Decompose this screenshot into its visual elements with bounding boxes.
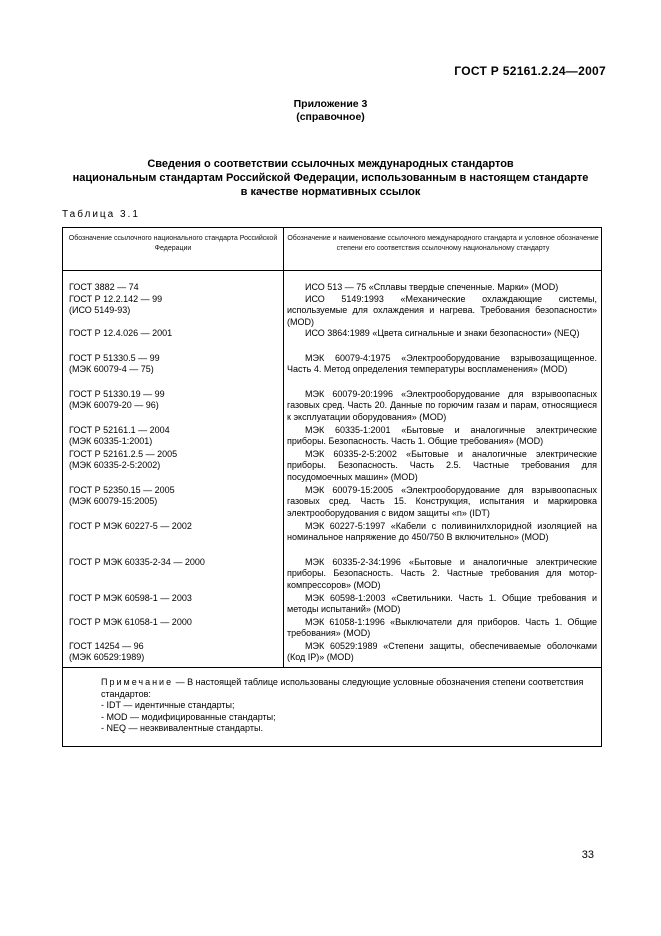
row-left: ГОСТ 14254 — 96 (МЭК 60529:1989) xyxy=(69,641,145,663)
row-right: ИСО 513 — 75 «Сплавы твердые спеченные. Марки» (MOD) xyxy=(305,282,559,292)
row-left: ГОСТ Р 12.2.142 — 99 (ИСО 5149-93) xyxy=(69,294,163,316)
row-left: ГОСТ Р МЭК 60335-2-34 — 2000 xyxy=(69,557,205,567)
standards-table xyxy=(62,227,602,747)
note-lead: Примечание xyxy=(101,677,174,687)
section-heading-line-1: Сведения о соответствии ссылочных международных стандартов xyxy=(147,158,514,170)
appendix-title: Приложение 3 xyxy=(293,98,368,110)
row-left: ГОСТ Р 52161.1 — 2004 (МЭК 60335-1:2001) xyxy=(69,425,170,447)
row-left: ГОСТ Р МЭК 61058-1 — 2000 xyxy=(69,617,192,627)
row-left: ГОСТ Р 52350.15 — 2005 (МЭК 60079-15:2005) xyxy=(69,485,175,507)
section-heading-line-2: национальным стандартам Российской Федерации, использованным в настоящем стандарте xyxy=(72,172,589,184)
row-left: ГОСТ Р 51330.5 — 99 (МЭК 60079-4 — 75) xyxy=(69,353,160,375)
row-right: МЭК 60079-4:1975 «Электрооборудование взрывозащищенное. Часть 4. Метод определения температуры воспламенения» (MOD) xyxy=(287,353,597,375)
document-id: ГОСТ Р 52161.2.24—2007 xyxy=(454,64,606,78)
row-right: МЭК 60529:1989 «Степени защиты, обеспечиваемые оболочками (Код IP)» (MOD) xyxy=(287,641,597,663)
table-note xyxy=(71,677,591,735)
note-text xyxy=(71,677,591,700)
row-right: МЭК 61058-1:1996 «Выключатели для приборов. Часть 1. Общие требования» (MOD) xyxy=(287,617,597,639)
header-divider xyxy=(63,270,601,271)
row-right: МЭК 60079-20:1996 «Электрооборудование для взрывоопасных газовых сред. Часть 20. Данные по горючим газам и парам, относящиеся к эксплуатации оборудования» (MOD) xyxy=(287,389,597,422)
row-right: ИСО 5149:1993 «Механические охлаждающие системы, используемые для охлаждения и нагрева. Требования безопасности» (MOD) xyxy=(287,294,597,327)
row-right: МЭК 60079-15:2005 «Электрооборудование для взрывоопасных газовых сред. Часть 15. Конструкция, испытания и маркировка электрооборудования с видом защиты «n» (IDT) xyxy=(287,485,597,518)
row-left: ГОСТ 3882 — 74 xyxy=(69,282,139,292)
section-heading-line-3: в качестве нормативных ссылок xyxy=(240,186,421,198)
row-left: ГОСТ Р 52161.2.5 — 2005 (МЭК 60335-2-5:2002) xyxy=(69,449,178,471)
page-number: 33 xyxy=(581,849,594,861)
column-header-national: Обозначение ссылочного национального стандарта Российской Федерации xyxy=(68,235,278,252)
row-left: ГОСТ Р 51330.19 — 99 (МЭК 60079-20 — 96) xyxy=(69,389,165,411)
row-right: МЭК 60598-1:2003 «Светильники. Часть 1. Общие требования и методы испытаний» (MOD) xyxy=(287,593,597,615)
note-body: — В настоящей таблице использованы следующие условные обозначения степени соответствия стандартов: xyxy=(101,677,584,699)
row-left: ГОСТ Р 12.4.026 — 2001 xyxy=(69,328,173,338)
note-item-idt: - IDT — идентичные стандарты; xyxy=(101,700,235,711)
note-item-neq: - NEQ — неэквивалентные стандарты. xyxy=(101,723,263,734)
row-right: МЭК 60335-1:2001 «Бытовые и аналогичные электрические приборы. Безопасность. Часть 1. Общие требования» (MOD) xyxy=(287,425,597,447)
row-left: ГОСТ Р МЭК 60227-5 — 2002 xyxy=(69,521,192,531)
table-label: Таблица 3.1 xyxy=(62,209,140,220)
row-right: МЭК 60335-2-34:1996 «Бытовые и аналогичные электрические приборы. Безопасность. Часть 2. Частные требования для мотор-компрессоров» (MOD) xyxy=(287,557,597,590)
column-header-international: Обозначение и наименование ссылочного международного стандарта и условное обозначение степени его соответствия ссылочному национальному стандарту xyxy=(287,235,599,252)
row-left: ГОСТ Р МЭК 60598-1 — 2003 xyxy=(69,593,192,603)
note-divider xyxy=(63,667,601,668)
row-right: ИСО 3864:1989 «Цвета сигнальные и знаки безопасности» (NEQ) xyxy=(305,328,580,338)
row-right: МЭК 60227-5:1997 «Кабели с поливинилхлоридной изоляцией на номинальное напряжение до 450/750 В включительно» (MOD) xyxy=(287,521,597,543)
note-item-mod: - MOD — модифицированные стандарты; xyxy=(101,711,276,722)
row-right: МЭК 60335-2-5:2002 «Бытовые и аналогичные электрические приборы. Безопасность. Часть 2.5. Частные требования для посудомоечных машин» (MOD) xyxy=(287,449,597,482)
appendix-subtitle: (справочное) xyxy=(296,111,365,123)
column-divider xyxy=(283,228,284,667)
